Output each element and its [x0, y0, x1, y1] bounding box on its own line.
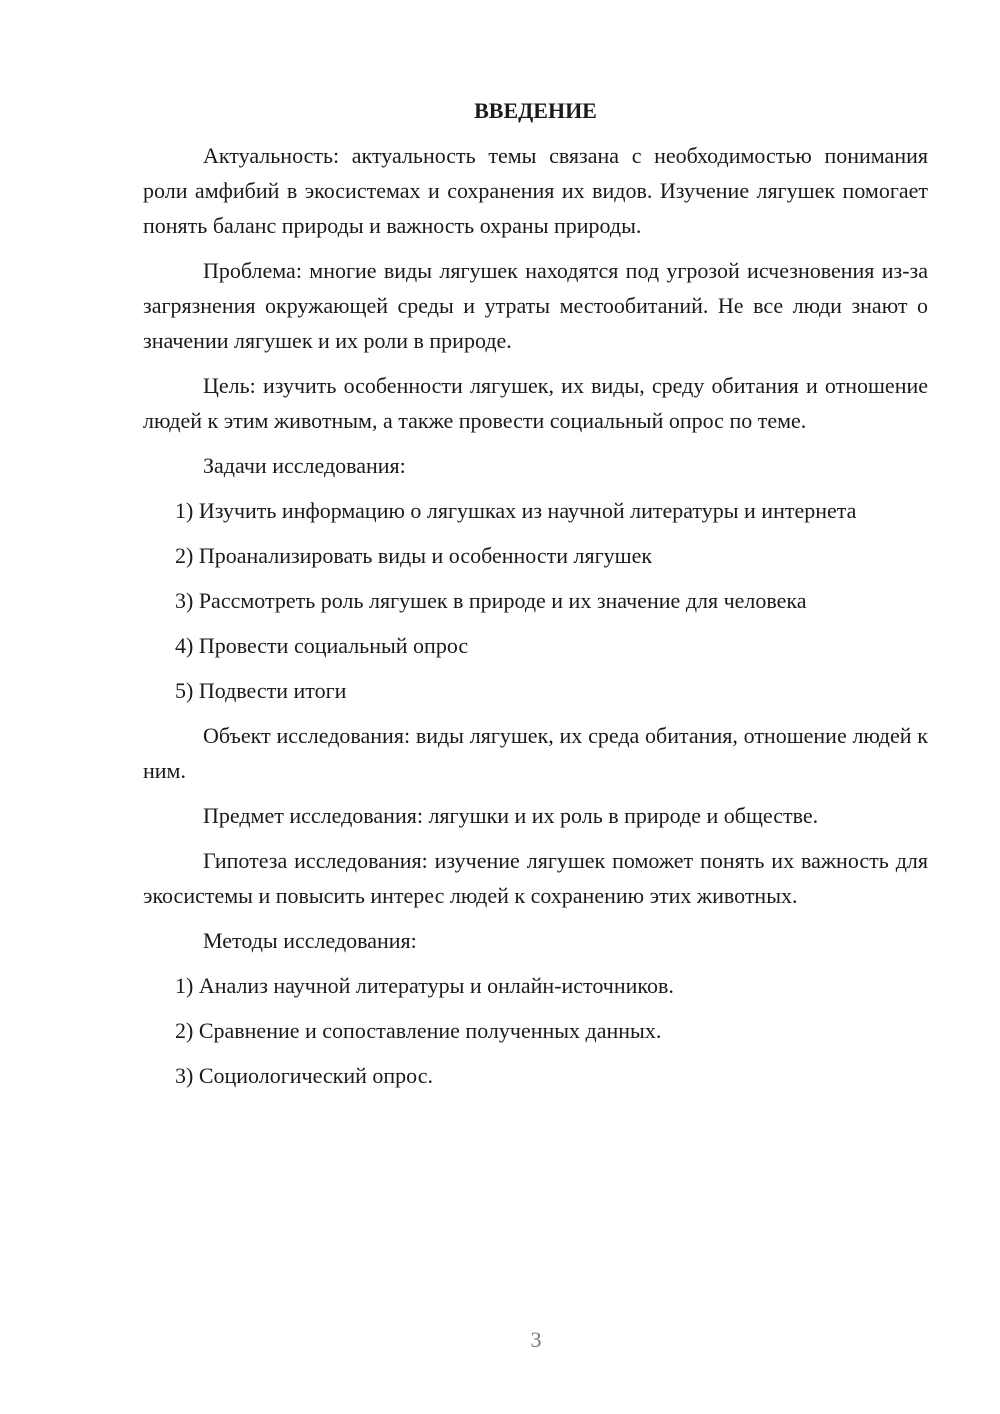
goal-paragraph: Цель: изучить особенности лягушек, их виды, среду обитания и отношение людей к этим животным, а также провести социальный опрос по теме. — [143, 373, 928, 433]
tasks-label: Задачи исследования: — [203, 453, 406, 478]
problem-paragraph: Проблема: многие виды лягушек находятся под угрозой исчезновения из-за загрязнения окружающей среды и утраты местообитаний. Не все люди знают о значении лягушек и их роли в природе. — [143, 258, 928, 353]
relevance-paragraph: Актуальность: актуальность темы связана с необходимостью понимания роли амфибий в экосистемах и сохранения их видов. Изучение лягушек помогает понять баланс природы и важность охраны природы. — [143, 143, 928, 238]
task-item: 1) Изучить информацию о лягушках из научной литературы и интернета — [175, 498, 857, 523]
subject-paragraph: Предмет исследования: лягушки и их роль в природе и обществе. — [203, 803, 819, 828]
task-item: 5) Подвести итоги — [175, 678, 347, 703]
task-item: 4) Провести социальный опрос — [175, 633, 469, 658]
method-item: 1) Анализ научной литературы и онлайн-источников. — [175, 973, 674, 998]
task-item: 2) Проанализировать виды и особенности лягушек — [175, 543, 653, 568]
section-heading: ВВЕДЕНИЕ — [474, 98, 597, 123]
object-paragraph: Объект исследования: виды лягушек, их среда обитания, отношение людей к ним. — [143, 723, 928, 783]
hypothesis-paragraph: Гипотеза исследования: изучение лягушек поможет понять их важность для экосистемы и повысить интерес людей к сохранению этих животных. — [143, 848, 928, 908]
page-number: 3 — [530, 1327, 542, 1352]
method-item: 3) Социологический опрос. — [175, 1063, 433, 1088]
methods-label: Методы исследования: — [203, 928, 417, 953]
page-content — [143, 93, 928, 1103]
method-item: 2) Сравнение и сопоставление полученных данных. — [175, 1018, 662, 1043]
task-item: 3) Рассмотреть роль лягушек в природе и их значение для человека — [175, 588, 807, 613]
